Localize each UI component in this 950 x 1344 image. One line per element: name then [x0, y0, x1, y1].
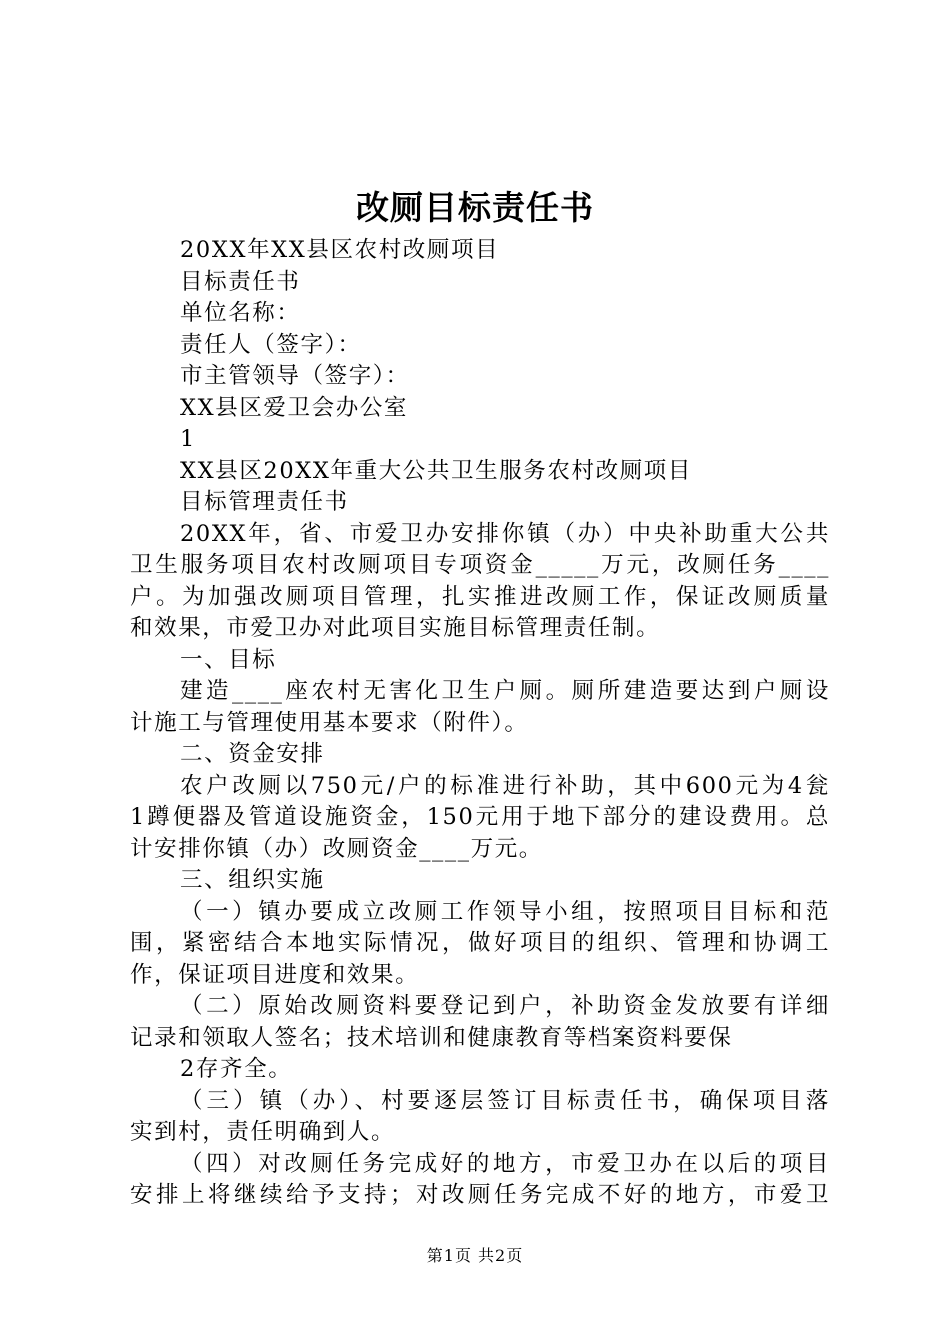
text-line: 计施工与管理使用基本要求（附件）。	[130, 709, 529, 736]
text-line: 围，紧密结合本地实际情况，做好项目的组织、管理和协调工	[130, 930, 830, 956]
text-line: （二）原始改厕资料要登记到户，补助资金发放要有详细	[180, 993, 830, 1019]
text-line: 户。为加强改厕项目管理，扎实推进改厕工作，保证改厕质量	[130, 583, 830, 610]
text-line: 安排上将继续给予支持；对改厕任务完成不好的地方，市爱卫	[130, 1182, 830, 1208]
text-line: 1	[180, 426, 196, 452]
text-line: 作，保证项目进度和效果。	[130, 961, 420, 988]
text-line: 20XX年XX县区农村改厕项目	[180, 237, 500, 263]
text-line: 记录和领取人签名；技术培训和健康教育等档案资料要保	[130, 1024, 733, 1051]
text-line: （四）对改厕任务完成好的地方，市爱卫办在以后的项目	[180, 1150, 830, 1177]
document-body	[130, 235, 830, 1212]
text-line: 单位名称：	[180, 300, 301, 326]
text-line: 1蹲便器及管道设施资金，150元用于地下部分的建设费用。总	[130, 804, 830, 830]
text-line: 农户改厕以750元/户的标准进行补助，其中600元为4瓮	[180, 772, 830, 799]
document-title: 改厕目标责任书	[356, 188, 594, 227]
text-line: 目标责任书	[180, 268, 301, 295]
text-line: XX县区爱卫会办公室	[180, 394, 409, 421]
text-line: 和效果，市爱卫办对此项目实施目标管理责任制。	[130, 615, 661, 641]
text-line: 三、组织实施	[180, 867, 325, 893]
text-line: （三）镇（办）、村要逐层签订目标责任书，确保项目落	[180, 1087, 830, 1114]
text-line: （一）镇办要成立改厕工作领导小组，按照项目目标和范	[180, 898, 830, 925]
text-line: 卫生服务项目农村改厕项目专项资金_____万元，改厕任务____	[130, 552, 830, 578]
text-line: 责任人（签字）：	[180, 331, 362, 358]
text-line: 计安排你镇（办）改厕资金____万元。	[130, 835, 543, 862]
text-line: 实到村，责任明确到人。	[130, 1119, 396, 1145]
page-footer: 第1页 共2页	[426, 1246, 524, 1265]
text-line: 20XX年，省、市爱卫办安排你镇（办）中央补助重大公共	[180, 520, 830, 547]
text-line: 一、目标	[180, 646, 277, 673]
text-line: 市主管领导（签字）：	[180, 363, 410, 389]
text-line: 二、资金安排	[180, 741, 325, 767]
text-line: XX县区20XX年重大公共卫生服务农村改厕项目	[180, 457, 693, 484]
text-line: 建造____座农村无害化卫生户厕。厕所建造要达到户厕设	[180, 678, 830, 704]
text-line: 2存齐全。	[180, 1056, 293, 1082]
text-line: 目标管理责任书	[180, 489, 349, 515]
